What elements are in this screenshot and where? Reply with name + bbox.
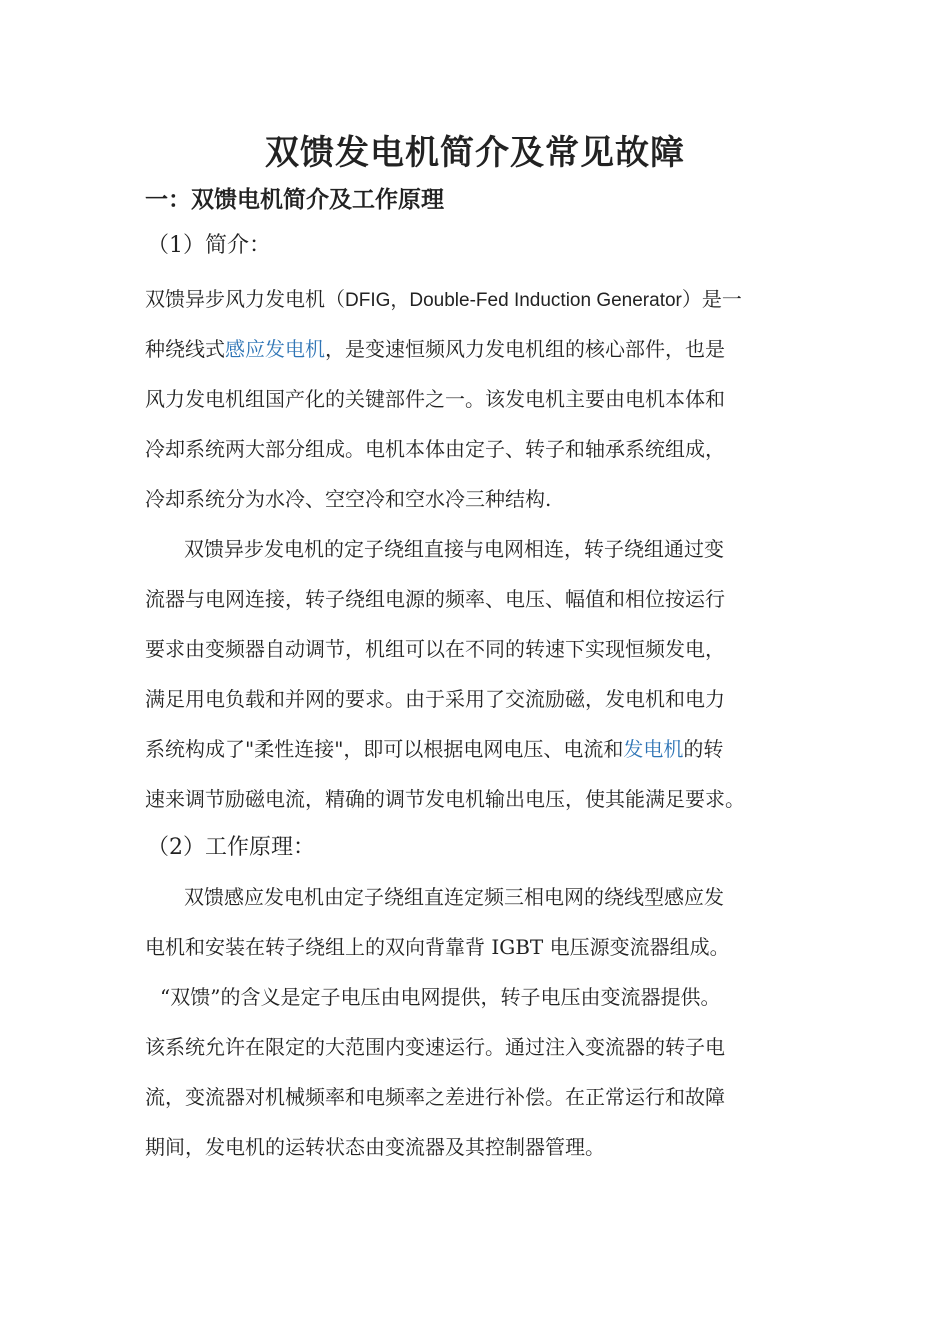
section-heading: 一：双馈电机简介及工作原理 [145, 186, 444, 213]
induction-generator-link[interactable]: 感应发电机 [225, 337, 325, 361]
paragraph-line [145, 332, 725, 366]
subsection-heading-intro: （1）简介： [147, 233, 271, 258]
paragraph-line: “双馈”的含义是定子电压由电网提供，转子电压由变流器提供。 [160, 985, 721, 1009]
generator-link[interactable]: 发电机 [623, 737, 684, 761]
text-span: ，是变速恒频风力发电机组的核心部件，也是 [325, 337, 725, 361]
paragraph-line: 风力发电机组国产化的关键部件之一。该发电机主要由电机本体和 [145, 387, 725, 411]
paragraph-line: 该系统允许在限定的大范围内变速运行。通过注入变流器的转子电 [145, 1035, 725, 1059]
text-span: 双馈异步风力发电机（ [145, 287, 345, 311]
paragraph-line: 双馈异步发电机的定子绕组直接与电网相连，转子绕组通过变 [184, 537, 724, 561]
paragraph-line: 流器与电网连接，转子绕组电源的频率、电压、幅值和相位按运行 [145, 587, 725, 611]
paragraph-line: 满足用电负载和并网的要求。由于采用了交流励磁，发电机和电力 [145, 687, 725, 711]
paragraph-line: 双馈感应发电机由定子绕组直连定频三相电网的绕线型感应发 [184, 885, 724, 909]
paragraph-line: 要求由变频器自动调节，机组可以在不同的转速下实现恒频发电， [145, 637, 725, 661]
paragraph-line: 流，变流器对机械频率和电频率之差进行补偿。在正常运行和故障 [145, 1085, 725, 1109]
text-span: 的转 [683, 737, 724, 761]
paragraph-line [145, 732, 723, 766]
paragraph-line [145, 282, 742, 318]
paragraph-line: 冷却系统两大部分组成。电机本体由定子、转子和轴承系统组成， [145, 437, 725, 461]
paragraph-line: 期间，发电机的运转状态由变流器及其控制器管理。 [145, 1135, 605, 1159]
paragraph-line: 电机和安装在转子绕组上的双向背靠背 IGBT 电压源变流器组成。 [145, 935, 730, 959]
text-span: ）是一 [681, 287, 742, 311]
document-title: 双馈发电机简介及常见故障 [265, 133, 685, 173]
paragraph-line: 冷却系统分为水冷、空空冷和空水冷三种结构. [145, 487, 552, 511]
text-span: 系统构成了"柔性连接"，即可以根据电网电压、电流和 [145, 737, 624, 761]
text-span: 种绕线式 [145, 337, 225, 361]
text-span-latin: DFIG，Double-Fed Induction Generator [345, 290, 682, 311]
paragraph-line: 速来调节励磁电流，精确的调节发电机输出电压，使其能满足要求。 [145, 787, 745, 811]
subsection-heading-principle: （2）工作原理： [147, 835, 315, 860]
